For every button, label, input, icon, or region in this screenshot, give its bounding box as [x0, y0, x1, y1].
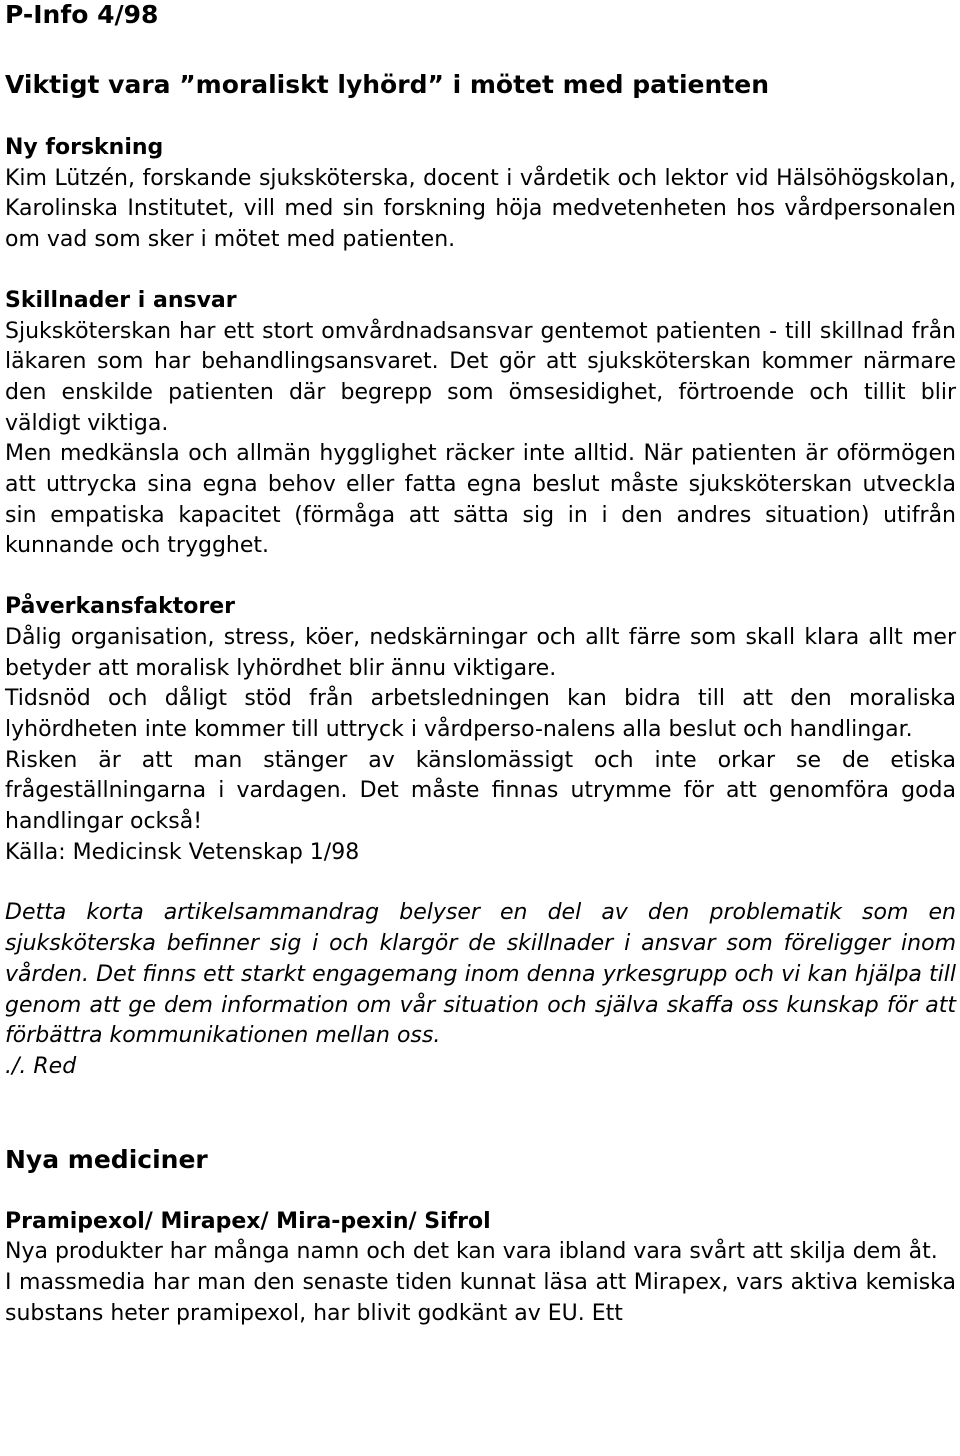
- paragraph-skillnader-1: Sjuksköterskan har ett stort omvårdnadsansvar gentemot patienten - till skillnad från läkaren som har behandlingsansvaret. Det gör att sjuksköterskan kommer närmare den enskilde patienten där begrepp som ömsesidighet, förtroende och tillit blir väldigt viktiga.: [5, 318, 956, 436]
- section-heading-skillnader: Skillnader i ansvar: [5, 287, 237, 313]
- medicine-names-heading: Pramipexol/ Mirapex/ Mira-pexin/ Sifrol: [5, 1208, 491, 1234]
- paragraph-skillnader-2: Men medkänsla och allmän hygglighet räcker inte alltid. När patienten är oförmögen att uttrycka sina egna behov eller fatta egna beslut måste sjuksköterskan utveckla sin empatiska kapacitet (förmåga att sätta sig in i den andres situation) utifrån kunnande och trygghet.: [5, 441, 956, 559]
- section-heading-ny-forskning: Ny forskning: [5, 135, 164, 160]
- paragraph-ny-forskning: Kim Lützén, forskande sjuksköterska, docent i vårdetik och lektor vid Hälsöhögskolan, Karolinska Institutet, vill med sin forskning höja medvetenheten hos vårdpersonalen om vad som sker i mötet med patienten.: [5, 165, 956, 253]
- paragraph-mediciner-1: Nya produkter har många namn och det kan vara ibland vara svårt att skilja dem åt.: [5, 1239, 938, 1265]
- issue-label: P-Info 4/98: [5, 0, 159, 29]
- article-title: Viktigt vara ”moraliskt lyhörd” i mötet med patienten: [5, 70, 770, 99]
- section-heading-nya-mediciner: Nya mediciner: [5, 1144, 208, 1174]
- editorial-signature: ./. Red: [5, 1053, 77, 1079]
- paragraph-paverkan-1: Dålig organisation, stress, köer, nedskärningar och allt färre som skall klara allt mer betyder att moralisk lyhördhet blir ännu viktigare.: [5, 624, 956, 681]
- editorial-note: Detta korta artikelsammandrag belyser en del av den problematik som en sjuksköterska befinner sig i och klargör de skillnader i ansvar som föreligger inom vården. Det finns ett starkt engagemang inom denna yrkesgrupp och vi kan hjälpa till genom att ge dem information om vår situation och själva skaffa oss kunskap för att förbättra kommunikationen mellan oss.: [5, 900, 956, 1049]
- paragraph-mediciner-2: I massmedia har man den senaste tiden kunnat läsa att Mirapex, vars aktiva kemiska substans heter pramipexol, har blivit godkänt av EU. Ett: [5, 1270, 956, 1326]
- document-page: [5, 0, 956, 1330]
- paragraph-paverkan-2: Tidsnöd och dåligt stöd från arbetsledningen kan bidra till att den moraliska lyhördheten inte kommer till uttryck i vårdperso-nalens alla beslut och handlingar.: [5, 686, 956, 742]
- section-heading-paverkansfaktorer: Påverkansfaktorer: [5, 594, 236, 620]
- paragraph-paverkan-3: Risken är att man stänger av känslomässigt och inte orkar se de etiska frågeställningarna i vardagen. Det måste finnas utrymme för att genomföra goda handlingar också!: [5, 747, 956, 835]
- source-citation: Källa: Medicinsk Vetenskap 1/98: [5, 839, 360, 865]
